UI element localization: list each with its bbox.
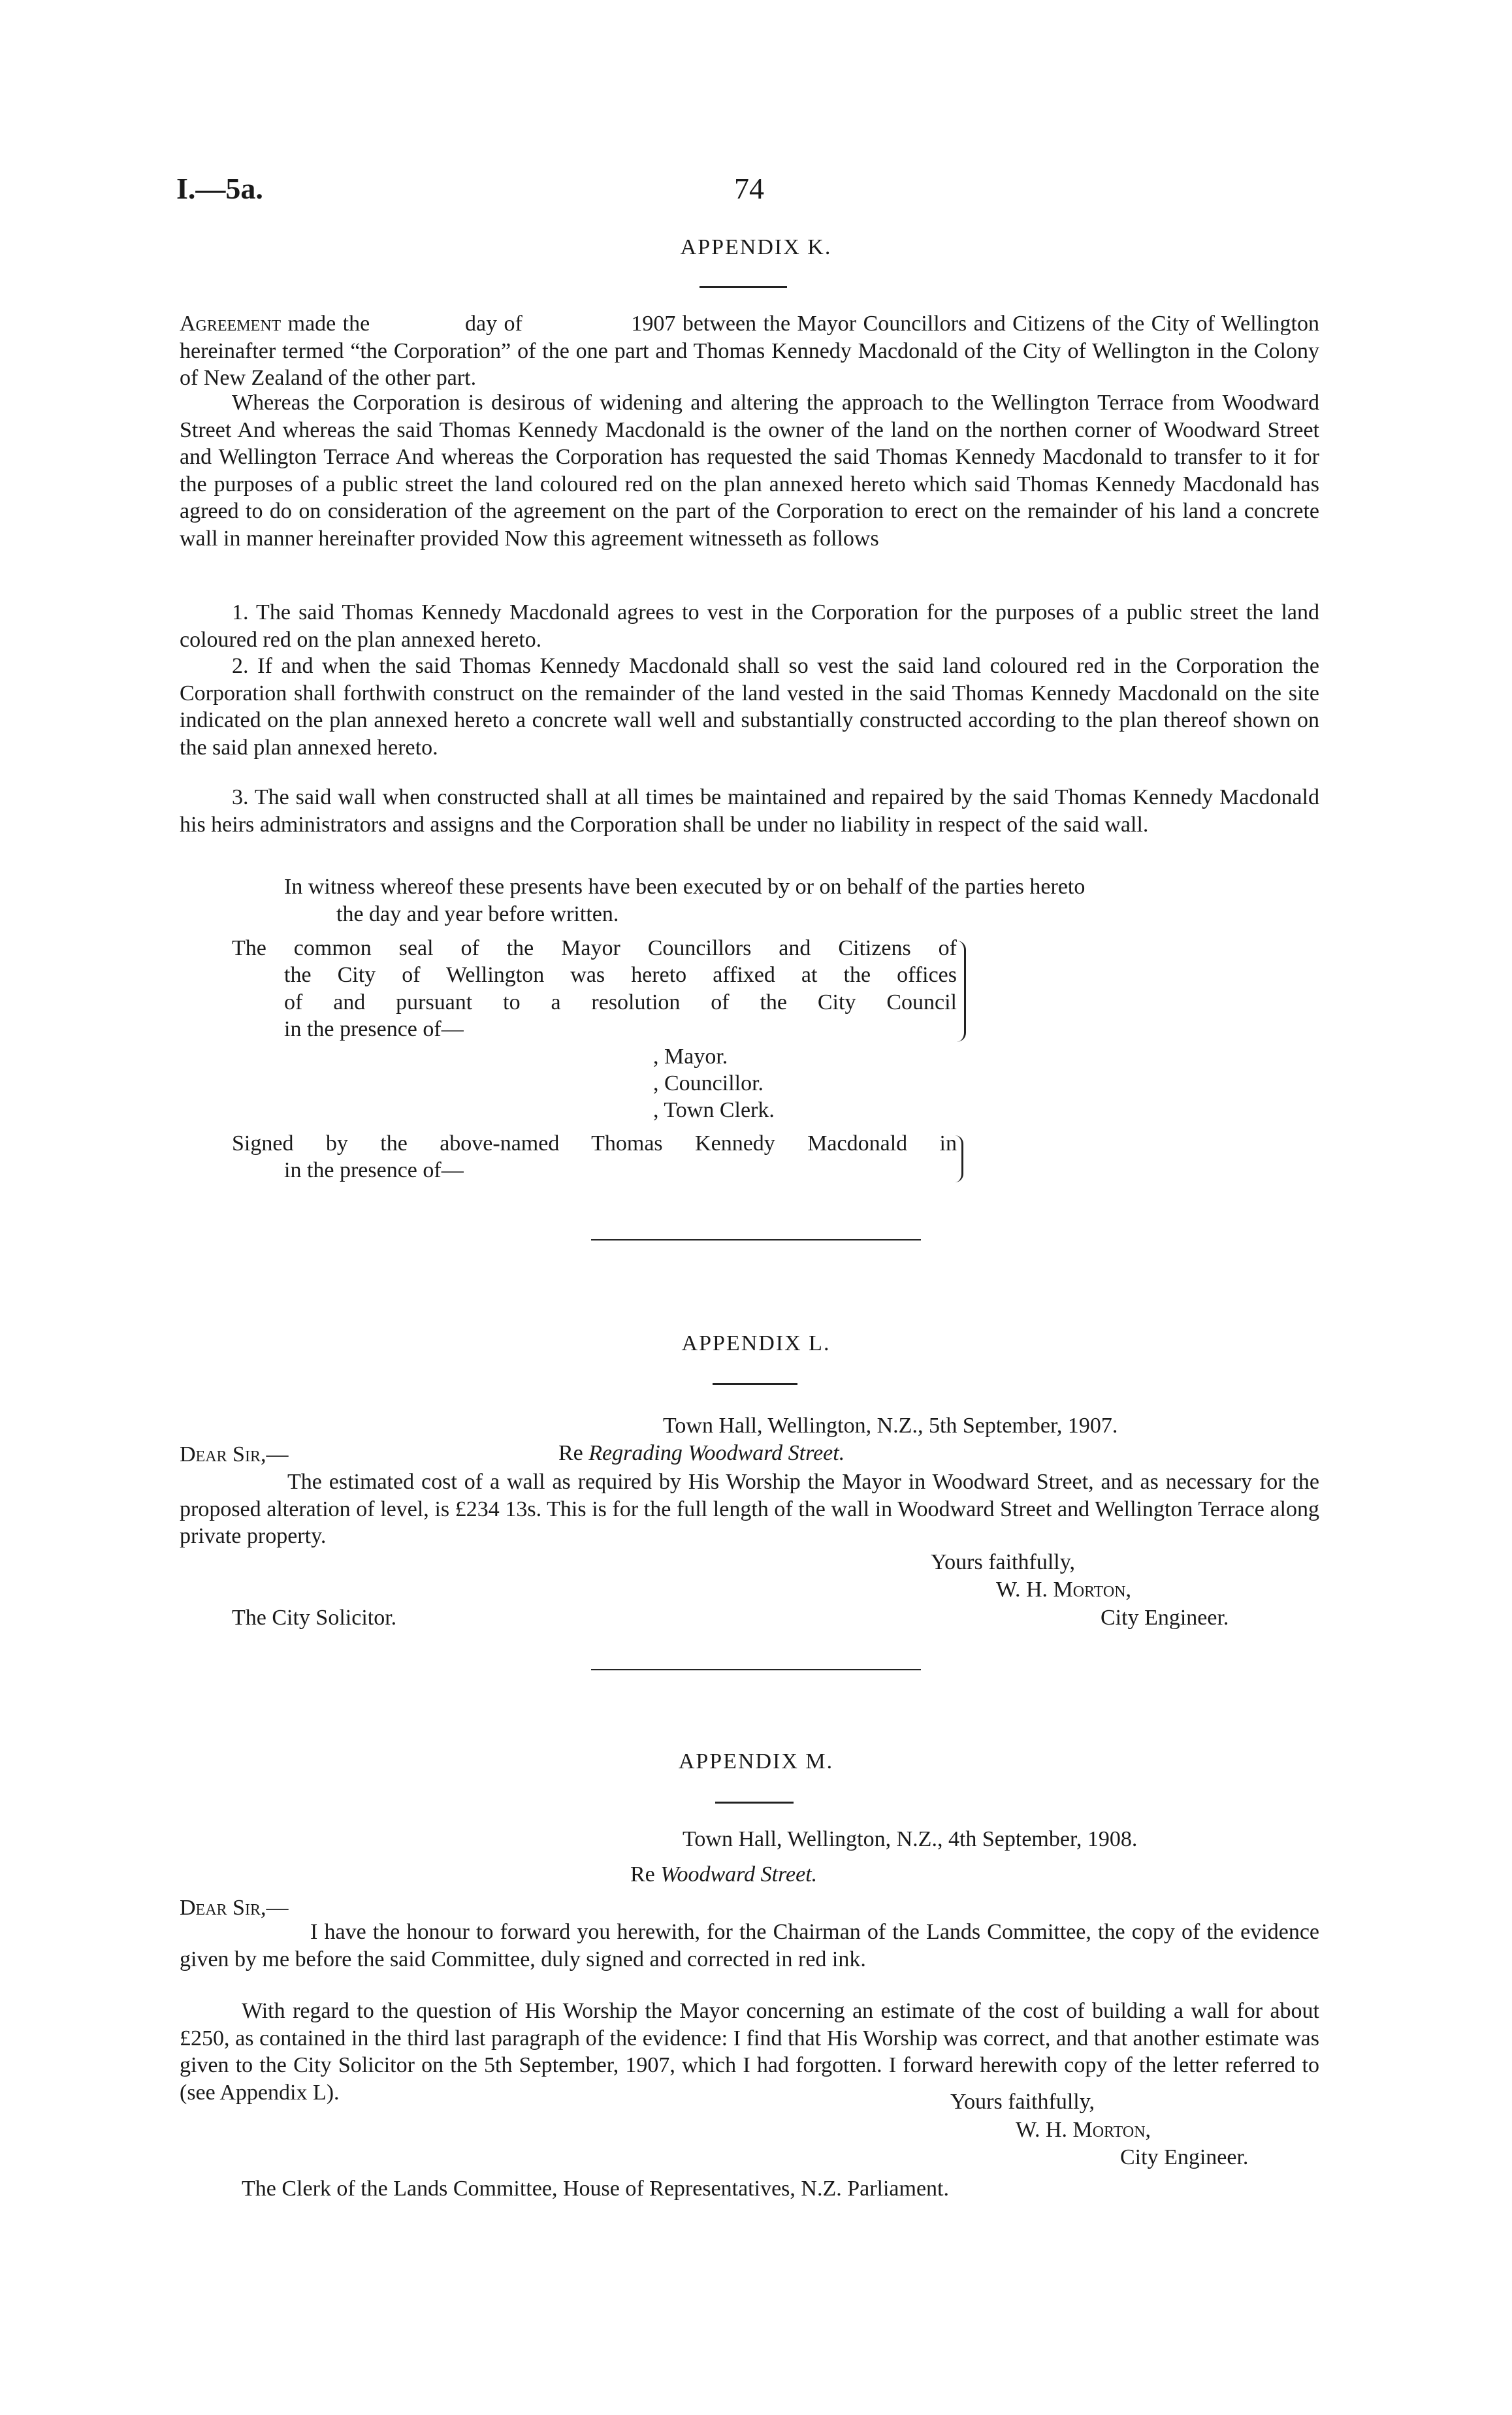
seal-line-2: the City of Wellington was hereto affixed at the offices [284, 963, 957, 987]
signed-line-2: in the presence of— [284, 1158, 464, 1182]
appendix-l-re-prefix: Re [558, 1441, 589, 1465]
seal-line-4: in the presence of— [284, 1017, 464, 1041]
appendix-l-addressee: The City Solicitor. [232, 1606, 397, 1630]
agreement-lead: Agreement [180, 312, 281, 336]
appendix-m-body-1: I have the honour to forward you herewith, for the Chairman of the Lands Committee, the copy of the evidence given by me before the said Committee, duly signed and corrected in red ink. [180, 1920, 1319, 1971]
appendix-l-rule [713, 1383, 797, 1385]
appendix-m-rule [715, 1802, 794, 1804]
appendix-m-title: APPENDIX M. [678, 1749, 834, 1774]
clause-3: 3. The said wall when constructed shall at all times be maintained and repaired by the said Thomas Kennedy Macdonald his heirs administrators and assigns and the Corporation shall be under no liability in respect of the said wall. [180, 785, 1319, 837]
appendix-m-re-line [630, 1861, 817, 1888]
appendix-m-addressee: The Clerk of the Lands Committee, House of Representatives, N.Z. Parliament. [242, 2177, 950, 2201]
appendix-m-re-prefix: Re [630, 1862, 661, 1887]
witness-line-1: In witness whereof these presents have been executed by or on behalf of the parties hereto [284, 875, 1086, 899]
appendix-l-body: The estimated cost of a wall as required by His Worship the Mayor in Woodward Street, and as necessary for the proposed alteration of level, is £234 13s. This is for the full length of the wall in Woodward Street and Wellington Terrace along private property. [180, 1470, 1319, 1548]
parliamentary-paper-ref: I.—5a. [176, 172, 263, 205]
appendix-m-body-2: With regard to the question of His Worship the Mayor concerning an estimate of the cost of building a wall for about £250, as contained in the third last paragraph of the evidence: I find that His Worship was correct, and that another estimate was given to the City Solicitor on the 5th September, 1907, which I had forgotten. I forward herewith copy of the letter referred to (see Appendix L). [180, 1999, 1319, 2105]
signature-mayor: , Mayor. [653, 1045, 728, 1069]
signed-line-1: Signed by the above-named Thomas Kennedy Macdonald in [232, 1131, 957, 1156]
seal-line-3: of and pursuant to a resolution of the City Council [284, 990, 957, 1014]
signature-town-clerk: , Town Clerk. [653, 1098, 775, 1122]
appendix-l-closing: Yours faithfully, [931, 1550, 1076, 1574]
appendix-m-closing: Yours faithfully, [950, 2090, 1095, 2114]
appendix-l-title: APPENDIX L. [681, 1331, 831, 1355]
signature-councillor: , Councillor. [653, 1071, 764, 1095]
appendix-l-re-line [558, 1440, 844, 1467]
section-divider-2 [591, 1669, 921, 1670]
appendix-m-dateline: Town Hall, Wellington, N.Z., 4th September, 1908. [683, 1827, 1138, 1851]
appendix-l-salutation: Dear Sir,— [180, 1442, 289, 1467]
seal-line-1: The common seal of the Mayor Councillors and Citizens of [232, 936, 957, 960]
appendix-m-signer-title: City Engineer. [1120, 2145, 1249, 2169]
appendix-m-salutation: Dear Sir,— [180, 1896, 289, 1920]
agreement-text: made the day of 1907 between the Mayor Councillors and Citizens of the City of Wellington hereinafter termed “the Corporation” of the one part and Thomas Kennedy Macdonald of the City of Wellington in the Colony of New Zealand of the other part. [180, 312, 1325, 390]
appendix-k-rule [700, 286, 787, 288]
appendix-m-signer: W. H. Morton, [1016, 2118, 1151, 2142]
whereas-paragraph: Whereas the Corporation is desirous of widening and altering the approach to the Wellington Terrace from Woodward Street And whereas the said Thomas Kennedy Macdonald is the owner of the land on the northen corner of Woodward Street and Wellington Terrace And whereas the Corporation has requested the said Thomas Kennedy Macdonald to transfer to it for the purposes of a public street the land coloured red on the plan annexed hereto which said Thomas Kennedy Macdonald has agreed to do on consideration of the agreement on the part of the Corporation to erect on the remainder of his land a concrete wall in manner hereinafter provided Now this agreement witnesseth as follows [180, 391, 1319, 551]
seal-brace [955, 941, 966, 1042]
appendix-l-re-subject: Regrading Woodward Street. [588, 1441, 845, 1465]
appendix-k-title: APPENDIX K. [680, 235, 832, 259]
appendix-l-dateline: Town Hall, Wellington, N.Z., 5th September, 1907. [663, 1414, 1118, 1438]
signed-brace [955, 1135, 963, 1182]
page-number: 74 [734, 172, 764, 205]
section-divider-1 [591, 1239, 921, 1240]
appendix-l-signer: W. H. Morton, [996, 1578, 1132, 1602]
witness-line-2: the day and year before written. [336, 902, 619, 926]
clause-2: 2. If and when the said Thomas Kennedy Macdonald shall so vest the said land coloured red in the Corporation the Corporation shall forthwith construct on the remainder of the land vested in the said Thomas Kennedy Macdonald on the site indicated on the plan annexed hereto a concrete wall well and substantially constructed according to the plan thereof shown on the said plan annexed hereto. [180, 654, 1319, 760]
agreement-paragraph [180, 310, 1325, 392]
appendix-m-re-subject: Woodward Street. [660, 1862, 818, 1887]
clause-1: 1. The said Thomas Kennedy Macdonald agrees to vest in the Corporation for the purposes of a public street the land coloured red on the plan annexed hereto. [180, 600, 1319, 652]
appendix-l-signer-title: City Engineer. [1101, 1606, 1229, 1630]
